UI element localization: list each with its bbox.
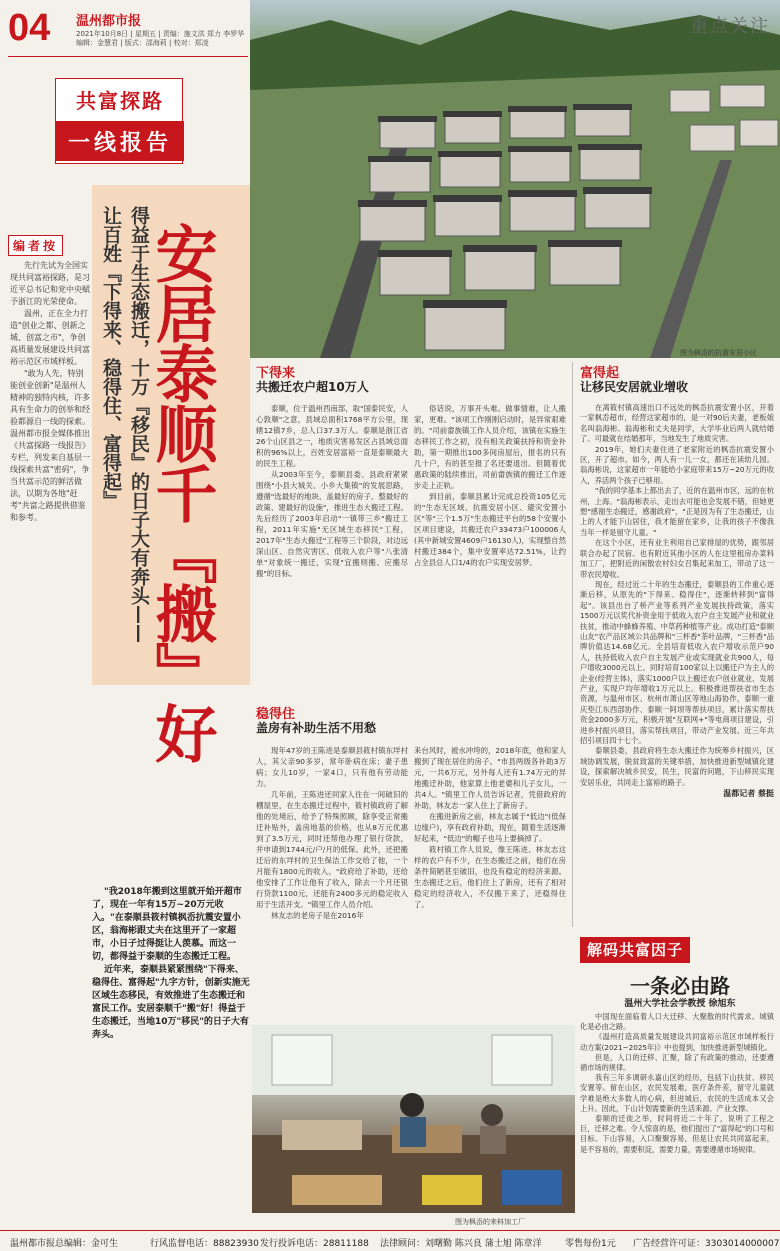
column-body (580, 1012, 774, 1155)
editor-note-p3: "敢为人先，特别能创业创新"是温州人精神的独特内核，许多具有生命力的创举和经验都源自一线的探索。温州都市报全媒体推出《共富探路一线报告》专栏，列发来自基层一线探索共富"密码"，争当共富示范的鲜活做法，以期为各地"赶考"共富之路提供借鉴和参考。 (10, 369, 90, 522)
sec3-body (580, 403, 774, 799)
sec3-byline: 温都记者 蔡挺 (723, 789, 774, 799)
section-tag: 重点关注 (690, 16, 770, 37)
quote-box (92, 886, 250, 1216)
header-meta (76, 30, 246, 48)
footer-supervision-phone: 行风监督电话：88823930 (150, 1239, 259, 1249)
column-p1: 中国现在面临着人口大迁移、大聚散的时代需求。城镇化是必由之路。 (580, 1012, 774, 1032)
quote-p1: "我2018年搬到这里就开始开超市了，现在一年有15万~20万元收入。"在泰顺县筱村镇枫岙抗震安置小区，翁海彬跟丈夫在这里开了一家超市，小日子过得挺让人羡慕。而这一切，都得益于泰顺的生态搬迁工程。 (92, 887, 242, 962)
column-p4: 我有三年多调研永嘉山区的经历，包括下山扶贫、移民安置等。留在山区，农民发展难，医疗条件差，留守儿童就学难是绝大多数人的心病，但进城后，农民的生活成本又会上升。因此，下山计划需要新的生活来源、产业支撑。 (580, 1073, 774, 1113)
sec3-p6: 泰顺县委，县政府将生态大搬迁作为统筹乡村振兴，区域协调发展，脱贫致富的关键举措，加快推进新型城镇化建设，探索解决城乡民安，民生，民富的问题，下山移民实现安居乐业，共同走上富裕的路子。 (580, 746, 774, 787)
sec2-col1-p2: 几年前，王陈进还同家人住在一间破旧的棚屋里，在生态搬迁过程中，筱村镇政府了解他的处境后，给予了特殊照顾，除享受正常搬迁补贴外，盖房地基的价格，也从8万元优惠到了3.5万元，同时还帮他办理了银行贷款，并申请到1744元/户/月的低保。此外，还把搬迁后的东垟村的卫生保洁工作交给了他，一个月能有1800元的收入。"政府给了补助，还给他安排了工作让他有了收入，除去一个月还银行贷款1100元，还能有2400多元的稳定收入用于生活开支。"镇里工作人员介绍。 (256, 790, 408, 909)
sec1-col1-p2: 从2003年至今，泰顺县委、县政府紧紧围绕"小县大城关、小乡大集镇"的发展思路，遵循"选最好的地块、盖最好的房子、整最好的政策、建最好的设施"，推进生态大搬迁工程。先后经历了2003年启动"一镇带三乡"搬迁工程，2011年实施"无区域生态移民"工程，2017年"生态大搬迁"工程等三个阶段，对边远深山区、自然灾害区、低收入农户等"八张清单"对象统一搬迁，实现"宜搬则搬、应搬尽搬"的目标。 (256, 470, 408, 578)
footer-legal-advisor: 法律顾问：刘曙勤 陈兴良 蒲士旭 陈章洋 (380, 1239, 542, 1249)
column-divider (572, 362, 573, 927)
sec3-p1: 在离筱村镇高速出口不远处的枫岙抗震安置小区，开着一家枫岙超市，经营这家超市的，是一对90后夫妻，老板娘名叫翁海彬。翁海彬和丈夫是同学，大学毕业后两人就结婚了。可最就在结婚那年，当地发生了地质灾害。 (580, 403, 774, 444)
editor-note-tag: 编者按 (8, 235, 63, 256)
column-p3: 但是，人口的迁移、汇聚，除了有政策的推动，还要遵循市场的规律。 (580, 1052, 774, 1073)
sec3-title: 让移民安居就业增收 (580, 380, 689, 394)
photo-resettlement-community (250, 0, 780, 358)
photo-bottom-caption: 图为枫岙的来料加工厂 (455, 1218, 525, 1226)
factory-illustration (252, 1025, 575, 1213)
sec1-col1 (256, 403, 408, 579)
sec1-tag: 下得来 (256, 366, 296, 381)
sec2-col1-p1: 现年47岁的王陈进是泰顺县筱村镇东垟村人，其父亲90多岁，常年卧病在床；妻子患病；女儿10岁，一家4口，只有他有劳动能力。 (256, 746, 408, 788)
footer-price: 零售每份1元 (565, 1239, 616, 1249)
sec1-col2-p1: 俗话说，万事开头难。做事情难，让人搬家，更难。"该项工作刚刚启动时，是异常艰难的。"司前畲族镇工作人员介绍，该镇在实施生态移民工作之初，没有相关政策扶持和资金补助，第一期推出100多间房屋后，报名的只有几十户，有的甚至报了名还要退出。但随着优惠政策的陆续推出，司前畲族镇的搬迁工作逐步走上正轨。 (414, 404, 566, 490)
logo-line2: 一线报告 (67, 131, 172, 156)
photo-processing-factory (252, 1025, 575, 1213)
sec1-title: 共搬迁农户超10万人 (256, 380, 369, 394)
column-p2: 《温州打造高质量发展建设共同富裕示范区市域样板行动方案(2021~2025年)》中也提到，加快推进新型城镇化。 (580, 1032, 774, 1052)
sec2-col2-p1: 来台风时，被水冲垮的，2018年底，他和家人搬到了现在居住的房子。"市县两级各补助3万元，一共6万元，另外每人还有1.74万元的异地搬迁补助，他家算上他老婆和儿子女儿，一共4人。"镇里工作人员告诉记者，凭借政府的补助，林友志一家人住上了新房子。 (414, 746, 566, 810)
editor-note (10, 260, 90, 524)
footer-ad-license: 广告经营许可证：3303014000007 (633, 1239, 780, 1249)
column-author: 温州大学社会学教授 徐旭东 (624, 999, 736, 1009)
sec2-tag: 稳得住 (256, 707, 296, 722)
main-title: 安居泰顺千『搬』好 (145, 222, 218, 762)
sec3-p5: 现在，经过近二十年的生态搬迁，泰顺县的工作重心逐渐后移，从原先的"下得来、稳得住"，逐渐转移到"富得起"。该县出台了桥产业等系列产业发展扶持政策，落实1500万元以奖代补资金用于低收入农户自主发展产业和就业扶贫，推动中蜂蜂养殖、中草药种植等产业。成功打造"泰顺山友"农产品区域公共品牌和"三杯香"茶叶品牌，"三杯香"品牌价值达14.68亿元。全县培育低收入农户增收示范户90人，扶持低收入农户自主发展产业或实现就业共900人，每户增收3000元以上。同时培育100家以上以搬迁户为主人的企业(经营主体)，落实1000户以上搬迁农户创业就业、发展产业，实现户均年增收1万元以上。积极推进帮扶省市生态资源，与温州市区、杭州市萧山区等地山海协作，泰顺一重庆垫江东西部协作、泰顺一阿坝等帮扶项目，累计落实帮扶资金2000多万元，积极开展"互联网+"等电商项目建设，引进乡村振兴项目，落实帮扶项目，带动产业发展、近三年共招引项目四十七个。 (580, 579, 774, 745)
sec3-p3: "我的同学基本上都出去了，近的在温州市区，远的在杭州，上海。"翁海彬表示，走出去可能也会发展不错，但她更想"感谢生态搬迁，感谢政府"，"正是因为有了生态搬迁，山上的人才能下山居住，我才能留在家乡，让我的孩子不像我当年一样是留守儿童。" (580, 486, 774, 537)
page-number: 04 (8, 7, 51, 49)
footer-delivery-phone: 发行投诉电话：28811188 (260, 1239, 369, 1249)
editor-note-p1: 先行先试为全国实现共同富裕探路，是习近平总书记和党中央赋予浙江的光荣使命。 (10, 261, 90, 306)
sec1-col2 (414, 403, 566, 568)
sec2-title: 盖房有补助生活不用愁 (256, 721, 377, 735)
subtitle-2: 让百姓『下得来、稳得住、富得起』 (100, 206, 122, 510)
photo-illustration (250, 0, 780, 358)
sec2-col1 (256, 745, 408, 921)
sec2-col1-p3: 林友志的老房子是在2016年 (271, 911, 364, 920)
sec1-col1-p1: 泰顺，位于温州西南部，取"国泰民安，人心敦顺"之意，县域总面积1768平方公里，现辖12镇7乡，总人口37.3万人。泰顺是浙江省26个山区县之一，地质灾害易发区占县域总面积的96%以上，百姓安居富裕一直是泰顺最大的民生工程。 (256, 404, 408, 468)
photo-top-caption: 图为枫岙的抗震安居小区 (680, 349, 757, 357)
sec2-col2-p2: 在搬进新房之前，林友志属于"低边"(低保边缘户)，享有政府补助，现在，随着生活逐渐好起来，"低边"的帽子也马上要摘掉了。 (414, 812, 566, 843)
footer-editor-in-chief: 温州都市报总编辑：金可生 (10, 1239, 119, 1249)
subtitle-1: 得益于生态搬迁，十万『移民』的日子大有奔头—— (128, 206, 150, 643)
logo-line1: 共富探路 (76, 89, 164, 113)
header-meta-line2: 编辑：金慧君 | 版式：邵海莉 | 校对：郑凌 (76, 39, 209, 47)
sec1-col2-p2: 到目前，泰顺县累计完成总投资105亿元的"生态无区域、抗震安居小区、避灾安置小区"等"三个1.5万"生态搬迁平台的58个安置小区项目建设，共搬迁农户33473户100006人(其中新城安置4609户16130人)，实现整自然村搬迁384个，集中安置率达72.51%，让约占全县总人口1/4的农户实现安居梦。 (414, 492, 566, 567)
sec3-tag: 富得起 (580, 366, 620, 381)
editor-note-p2: 温州，正在全力打造"创业之都、创新之城、创富之市"，争创高质量发展建设共同富裕示范区市域样板。 (10, 309, 90, 366)
sec2-col2-p3: 筱村镇工作人员说，像王陈进、林友志这样的农户有不少，在生态搬迁之前，他们在房条件简陋甚至破旧，也没有稳定的经济来源。生态搬迁之后，他们住上了新房，还有了相对稳定的经济收入，不仅搬下来了，还稳得住了。 (414, 845, 566, 909)
quote-p2: 近年来，泰顺县紧紧围绕"下得来、稳得住、富得起"九字方针，创新实施无区域生态移民，有效推进了生态搬迁和富民工作。安居泰顺千"搬"好！得益于生态搬迁，当地10万"移民"的日子大有奔头。 (92, 965, 250, 1040)
header-meta-line1: 2021年10月8日 | 星期五 | 责编：施文洪 郑力 李罗华 (76, 30, 245, 38)
sec3-p4: 在这个小区，还有业主利用自己家排屋的优势，跟邻居联合办起了民宿。也有附近其他小区的人在这里租房办菜料加工厂，把附近的闲散农村妇女召集起来加工，带动了这一带农民增收。 (580, 538, 774, 579)
page-footer (0, 1230, 780, 1251)
sec2-col2 (414, 745, 566, 910)
column-logo (55, 78, 183, 164)
column-banner: 解码共富因子 (580, 937, 690, 963)
paper-name: 温州都市报 (76, 14, 142, 29)
column-title: 一条必由路 (630, 974, 730, 998)
sec3-p2: 2019年，她们夫妻住进了老家附近的枫岙抗震安置小区，开了超市。如今，两人有一儿一女，都还在读幼儿园。翁海彬说，这家超市一年能给小家庭带来15万~20万元的收入，养活两个孩子已够用。 (580, 444, 774, 485)
header-divider (8, 56, 248, 57)
column-p5: 泰顺的迁徙之举，时间将近二十年了，说明了工程之巨，迁移之难。令人惊喜的是，他们提出了"富得起"的口号和目标。下山容易，入口聚聚容易，但是让农民共同富起来，是不容易的，需要积淀，需要力量，需要遵循市场规律。 (580, 1114, 774, 1154)
